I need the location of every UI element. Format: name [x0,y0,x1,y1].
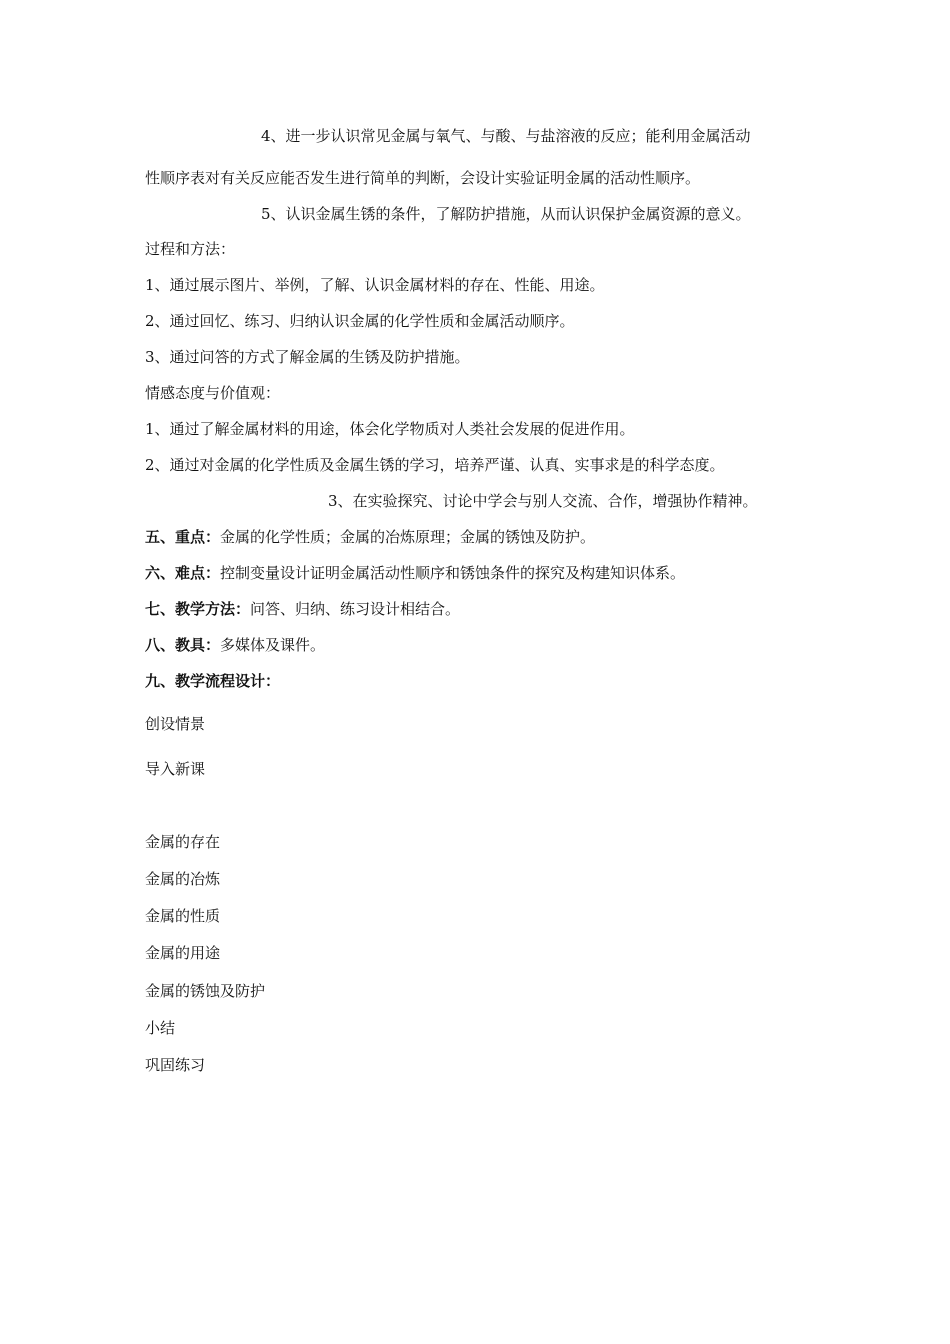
methods-section [145,602,460,617]
flow-step-9: 巩固练习 [145,1056,206,1074]
objective-item-5: 5、认识金属生锈的条件，了解防护措施，从而认识保护金属资源的意义。 [261,205,751,223]
values-heading: 情感态度与价值观： [145,384,281,402]
flow-heading: 九、教学流程设计： [145,672,281,690]
process-methods-item-3: 3、通过问答的方式了解金属的生锈及防护措施。 [145,348,470,366]
flow-step-5: 金属的性质 [145,907,221,925]
methods-text: 问答、归纳、练习设计相结合。 [250,600,461,618]
values-item-1: 1、通过了解金属材料的用途，体会化学物质对人类社会发展的促进作用。 [145,420,635,438]
values-item-3: 3、在实验探究、讨论中学会与别人交流、合作，增强协作精神。 [328,492,758,510]
flow-step-8: 小结 [145,1019,176,1037]
tools-text: 多媒体及课件。 [220,636,326,654]
process-methods-item-2: 2、通过回忆、练习、归纳认识金属的化学性质和金属活动顺序。 [145,312,575,330]
flow-step-1: 创设情景 [145,715,206,733]
flow-step-3: 金属的存在 [145,833,221,851]
methods-label: 七、教学方法： [145,600,251,618]
tools-section [145,638,325,653]
tools-label: 八、教具： [145,636,221,654]
flow-step-7: 金属的锈蚀及防护 [145,982,266,1000]
key-points-label: 五、重点： [145,528,221,546]
difficulties-label: 六、难点： [145,564,221,582]
key-points-section [145,530,595,545]
process-methods-heading: 过程和方法： [145,240,236,258]
objective-item-4-line-1: 4、进一步认识常见金属与氧气、与酸、与盐溶液的反应；能利用金属活动 [261,127,751,145]
process-methods-item-1: 1、通过展示图片、举例，了解、认识金属材料的存在、性能、用途。 [145,276,605,294]
flow-step-6: 金属的用途 [145,944,221,962]
difficulties-section [145,566,685,581]
key-points-text: 金属的化学性质；金属的冶炼原理；金属的锈蚀及防护。 [220,528,596,546]
objective-item-4-line-2: 性顺序表对有关反应能否发生进行简单的判断，会设计实验证明金属的活动性顺序。 [145,169,701,187]
values-item-2: 2、通过对金属的化学性质及金属生锈的学习，培养严谨、认真、实事求是的科学态度。 [145,456,725,474]
flow-step-4: 金属的冶炼 [145,870,221,888]
difficulties-text: 控制变量设计证明金属活动性顺序和锈蚀条件的探究及构建知识体系。 [220,564,686,582]
flow-step-2: 导入新课 [145,760,206,778]
